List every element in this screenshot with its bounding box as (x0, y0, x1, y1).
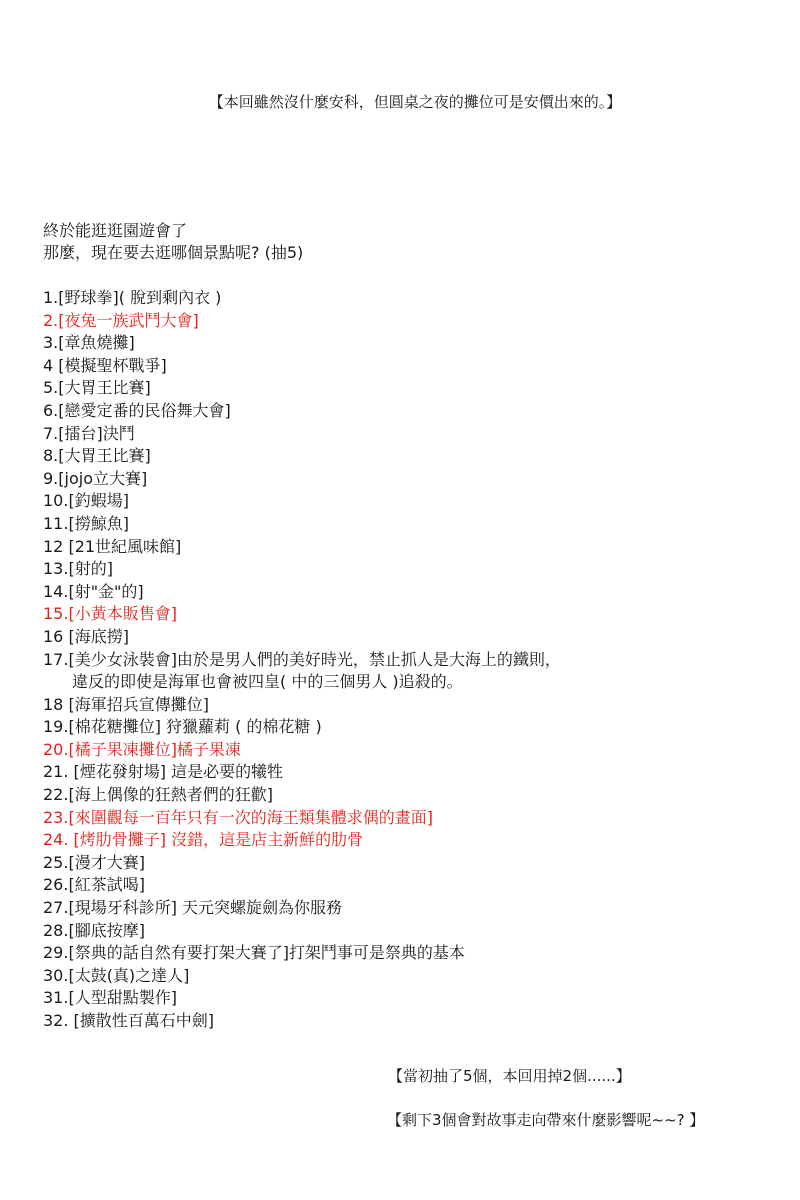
list-item (43, 423, 561, 446)
list-item-text: 32. [擴散性百萬石中劍] (43, 1011, 215, 1030)
list-item-text: 31.[人型甜點製作] (43, 988, 177, 1008)
top-note: 【本回雖然沒什麼安科，但圓桌之夜的攤位可是安價出來的。】 (208, 93, 622, 111)
list-item-text: 15.[小黃本販售會] (43, 604, 177, 624)
list-item (43, 603, 561, 626)
list-item-text: 27.[現場牙科診所] 天元突螺旋劍為你服務 (43, 898, 343, 918)
end-note-1: 【當初抽了5個，本回用掉2個......】 (388, 1067, 631, 1085)
list-item (43, 355, 561, 378)
list-item (43, 649, 561, 694)
list-item (43, 829, 561, 852)
list-item (43, 920, 561, 943)
list-item-text: 21. [煙花發射場] 這是必要的犧牲 (43, 762, 284, 782)
list-item (43, 784, 561, 807)
list-item-text: 13.[射的] (43, 559, 113, 579)
list-item-text: 3.[章魚燒攤] (43, 333, 135, 353)
list-item (43, 626, 561, 649)
list-item-text: 6.[戀愛定番的民俗舞大會] (43, 400, 231, 420)
list-item (43, 445, 561, 468)
list-item-text: 5.[大胃王比賽] (43, 378, 151, 398)
list-item-text: 20.[橘子果凍攤位]橘子果凍 (43, 739, 241, 759)
list-item (43, 287, 561, 310)
list-item-text: 22.[海上偶像的狂熱者們的狂歡] (43, 785, 273, 805)
list-item (43, 513, 561, 536)
list-item-text: 23.[來圍觀每一百年只有一次的海王類集體求偶的畫面] (43, 807, 433, 827)
list-item-text: 10.[釣蝦場] (43, 491, 129, 511)
list-item-text: 26.[紅茶試喝] (43, 875, 145, 895)
list-item-text: 11.[撈鯨魚] (43, 513, 129, 533)
list-item (43, 536, 561, 559)
list-item-text: 2.[夜兔一族武鬥大會] (43, 310, 199, 330)
list-item-text: 19.[棉花糖攤位] 狩獵蘿莉 ( 的棉花糖 ) (43, 717, 322, 737)
list-item (43, 400, 561, 423)
list-item-text: 24. [烤肋骨攤子] 沒錯，這是店主新鮮的肋骨 (43, 830, 364, 850)
end-note-2: 【剩下3個會對故事走向帶來什麼影響呢~~? 】 (387, 1111, 705, 1129)
list-item-text: 9.[jojo立大賽] (43, 468, 148, 488)
list-item (43, 965, 561, 988)
list-item (43, 897, 561, 920)
list-item (43, 694, 561, 717)
list-item (43, 761, 561, 784)
list-item-text: 12 [21世紀風味館] (43, 536, 182, 556)
list-item (43, 558, 561, 581)
list-item (43, 987, 561, 1010)
list-item-text: 18 [海軍招兵宣傳攤位] (43, 694, 209, 714)
list-item (43, 468, 561, 491)
list-item-text: 7.[擂台]決鬥 (43, 423, 135, 443)
list-item (43, 807, 561, 830)
list-item (43, 739, 561, 762)
list-item-continuation: 違反的即使是海軍也會被四皇( 中的三個男人 )追殺的。 (72, 672, 463, 692)
list-item-text: 8.[大胃王比賽] (43, 446, 151, 466)
list-item (43, 310, 561, 333)
list-item (43, 716, 561, 739)
list-item (43, 377, 561, 400)
list-item-text: 29.[祭典的話自然有要打架大賽了]打架鬥事可是祭典的基本 (43, 943, 465, 963)
list-item (43, 332, 561, 355)
list-item-text: 16 [海底撈] (43, 626, 129, 646)
list-item-text: 25.[漫才大賽] (43, 852, 145, 872)
list-item-text: 1.[野球拳]( 脫到剩內衣 ) (43, 288, 222, 307)
list-item-text: 28.[腳底按摩] (43, 920, 145, 940)
list-item (43, 852, 561, 875)
list-item-text: 17.[美少女泳裝會]由於是男人們的美好時光，禁止抓人是大海上的鐵則， (43, 649, 561, 669)
list-item (43, 581, 561, 604)
list-item (43, 874, 561, 897)
list-item-text: 14.[射"金"的] (43, 581, 144, 601)
list-item (43, 490, 561, 513)
booth-list (43, 287, 561, 1033)
intro-block (43, 220, 303, 264)
list-item-text: 30.[太鼓(真)之達人] (43, 965, 190, 985)
intro-line-2: 那麼，現在要去逛哪個景點呢? (抽5) (43, 243, 304, 262)
list-item (43, 942, 561, 965)
intro-line-1: 終於能逛逛園遊會了 (43, 221, 188, 240)
list-item-text: 4 [模擬聖杯戰爭] (43, 355, 167, 375)
list-item (43, 1010, 561, 1033)
